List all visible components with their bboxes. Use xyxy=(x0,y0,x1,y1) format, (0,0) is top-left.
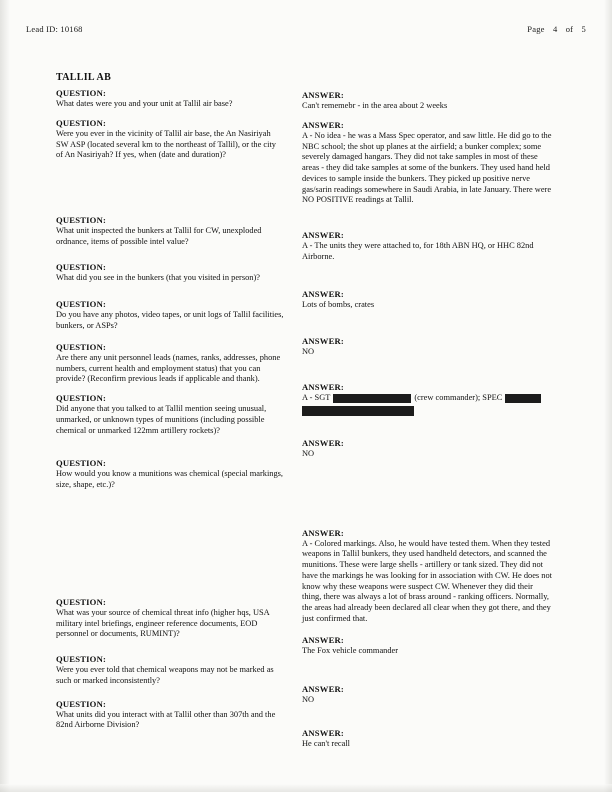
question-text: Do you have any photos, video tapes, or unit logs of Tallil facilities, bunkers, or ASPs? xyxy=(56,310,284,330)
answer-label: ANSWER: xyxy=(302,90,344,100)
redacted-answer-line-2 xyxy=(302,406,552,416)
question-item xyxy=(56,393,284,436)
layout-gap xyxy=(56,499,284,571)
layout-gap xyxy=(56,571,284,597)
question-label: QUESTION: xyxy=(56,215,107,225)
answer-text: NO xyxy=(302,448,315,458)
question-item xyxy=(56,299,284,332)
answer-label: ANSWER: xyxy=(302,437,344,448)
answer-label: ANSWER: xyxy=(302,684,344,695)
layout-gap xyxy=(302,416,552,438)
answer-item-redacted xyxy=(302,382,552,416)
page-header xyxy=(26,24,586,34)
layout-gap xyxy=(56,169,284,215)
question-label: QUESTION: xyxy=(56,458,107,469)
question-label: QUESTION: xyxy=(56,261,107,272)
answer-label: ANSWER: xyxy=(302,336,344,347)
document-body xyxy=(56,72,556,762)
question-text: Are there any unit personnel leads (names, ranks, addresses, phone numbers, current health and employment status) that you can provide? (Reconfirm previous leads if applicable and thank). xyxy=(56,352,281,384)
question-label: QUESTION: xyxy=(56,596,107,607)
page-right-shadow xyxy=(604,0,612,792)
question-text: What dates were you and your unit at Tallil air base? xyxy=(56,99,233,108)
question-text: What did you see in the bunkers (that you visited in person)? xyxy=(56,272,260,282)
redacted-answer-prefix: A - SGT xyxy=(302,393,331,402)
answer-label: ANSWER: xyxy=(302,382,344,392)
question-label: QUESTION: xyxy=(56,341,107,352)
page-bottom-shadow xyxy=(0,784,612,792)
question-item xyxy=(56,262,284,284)
question-label: QUESTION: xyxy=(56,299,107,310)
answer-label: ANSWER: xyxy=(302,230,344,240)
answer-item xyxy=(302,289,552,311)
answer-item xyxy=(302,635,552,657)
of-word: of xyxy=(565,24,574,34)
redacted-answer-line xyxy=(302,393,552,404)
answer-item xyxy=(302,336,552,358)
question-item xyxy=(56,654,284,687)
page-left-shadow xyxy=(0,0,10,792)
question-item xyxy=(56,597,284,640)
question-text: Were you ever in the vicinity of Tallil air base, the An Nasiriyah SW ASP (located several km to the northeast of Tallil), or the city of An Nasiriyah? If yes, when (date and duration)? xyxy=(56,128,276,160)
answer-label: ANSWER: xyxy=(302,288,344,299)
answer-item xyxy=(302,230,552,263)
answer-label: ANSWER: xyxy=(302,634,344,645)
question-text: How would you know a munitions was chemical (special markings, size, shape, etc.)? xyxy=(56,469,284,489)
question-text: What unit inspected the bunkers at Tallil for CW, unexploded ordnance, items of possible intel value? xyxy=(56,226,262,246)
total-pages: 5 xyxy=(581,24,586,34)
redaction-bar xyxy=(333,394,411,403)
answer-text: A - No idea - he was a Mass Spec operator, and saw little. He did go to the NBC school; the shot up planes at the airfield; a bunker complex; some severely damaged hangars. They did not take samples in most of these areas - they did take samples at some of the bunkers. They used hand held devices to sample inside the bunkers. They picked up positive nerve gas/sarin readings somewhere in Saudi Arabia, in late January. There were NO POSITIVE readings at Tallil. xyxy=(302,130,552,205)
question-item xyxy=(56,215,284,248)
question-text: Did anyone that you talked to at Tallil mention seeing unusual, unmarked, or unknown types of munitions (including possible chemical or unmarked 122mm artillery rockets)? xyxy=(56,404,267,435)
answer-text: He can't recall xyxy=(302,739,351,749)
question-text: What was your source of chemical threat info (higher hqs, USA military intel briefings, engineer reference documents, EOD personnel or documents, RUMINT)? xyxy=(56,607,270,639)
answer-text: Lots of bombs, crates xyxy=(302,299,375,309)
redaction-bar xyxy=(505,394,541,403)
layout-gap xyxy=(302,271,552,289)
layout-gap xyxy=(302,318,552,336)
page-word: Page xyxy=(527,24,545,34)
answer-item xyxy=(302,728,552,750)
answer-label: ANSWER: xyxy=(302,119,344,130)
question-item xyxy=(56,88,284,110)
answer-text: NO xyxy=(302,347,315,357)
question-label: QUESTION: xyxy=(56,117,107,128)
question-label: QUESTION: xyxy=(56,88,107,98)
question-item xyxy=(56,458,284,491)
page-title: TALLIL AB xyxy=(56,72,112,83)
layout-gap xyxy=(302,366,552,382)
redacted-answer-middle: (crew commander); SPEC xyxy=(414,393,503,402)
question-label: QUESTION: xyxy=(56,698,107,709)
layout-gap xyxy=(302,468,552,528)
lead-id: Lead ID: 10168 xyxy=(26,24,83,34)
question-text: What units did you interact with at Tallil other than 307th and the 82nd Airborne Division? xyxy=(56,709,276,730)
answer-text: A - Colored markings. Also, he would have tested them. When they tested weapons in Tallil bunkers, they used handheld detectors, and scanned the munitions. These were large shells - artillery or tank sized. They did not have the markings he was looking for in association with CW. He does not know why these weapons were suspect CW. Whenever they did their thing, there was always a lot of brass around - ranking officers. Normally, the areas had already been declared all clear when they got there, and they just confirmed that. xyxy=(302,538,552,623)
layout-gap xyxy=(302,664,552,684)
answer-text: NO xyxy=(302,695,315,705)
answers-column xyxy=(302,72,552,758)
question-item xyxy=(56,342,284,385)
layout-gap xyxy=(56,291,284,299)
questions-column xyxy=(56,72,284,758)
layout-gap xyxy=(302,72,552,90)
question-text: Were you ever told that chemical weapons may not be marked as such or marked inconsistently? xyxy=(56,665,274,685)
answer-label: ANSWER: xyxy=(302,728,344,739)
page-indicator xyxy=(521,24,586,34)
question-item xyxy=(56,118,284,161)
answer-label: ANSWER: xyxy=(302,527,344,538)
layout-gap xyxy=(302,214,552,230)
answer-item xyxy=(302,438,552,460)
redaction-bar xyxy=(302,406,414,416)
answer-text: A - The units they were attached to, for 18th ABN HQ, or HHC 82nd Airborne. xyxy=(302,241,534,261)
layout-gap xyxy=(302,714,552,728)
question-label: QUESTION: xyxy=(56,393,107,403)
answer-item xyxy=(302,684,552,706)
page-number: 4 xyxy=(552,24,558,34)
answer-text: The Fox vehicle commander xyxy=(302,645,399,655)
answer-text: Can't rememebr - in the area about 2 weeks xyxy=(302,101,448,110)
question-item xyxy=(56,699,284,732)
question-label: QUESTION: xyxy=(56,654,107,664)
answer-item xyxy=(302,528,552,625)
answer-item xyxy=(302,120,552,206)
layout-gap xyxy=(56,444,284,458)
answer-item xyxy=(302,90,552,112)
